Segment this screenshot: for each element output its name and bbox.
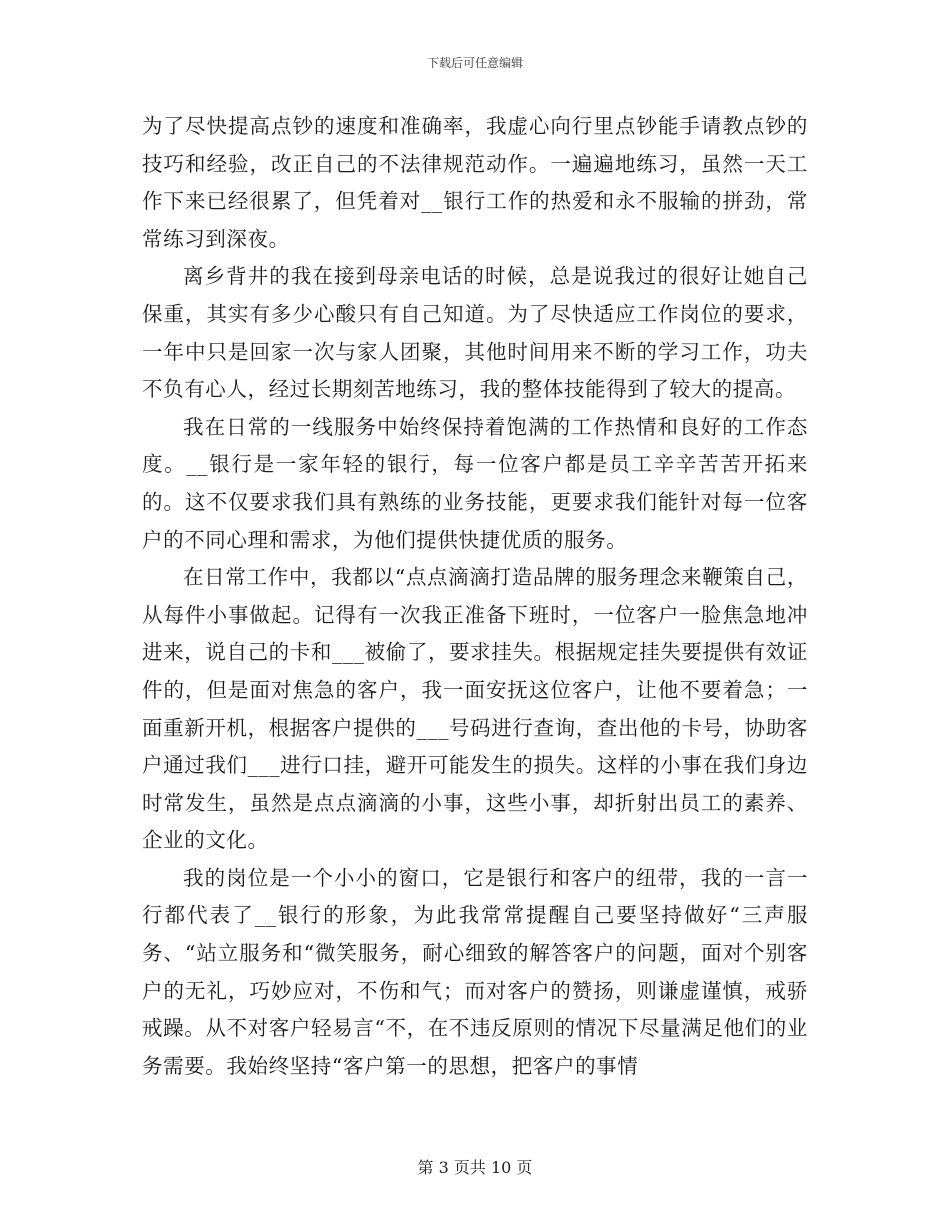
paragraph-3: 我在日常的一线服务中始终保持着饱满的工作热情和良好的工作态度。__银行是一家年轻的银行，每一位客户都是员工辛辛苦苦开拓来的。这不仅要求我们具有熟练的业务技能，更要求我们能针对每一位客户的不同心理和需求，为他们提供快捷优质的服务。 [142, 414, 808, 552]
page-header-note: 下载后可任意编辑 [426, 56, 523, 70]
page-number-footer: 第 3 页共 10 页 [417, 1158, 533, 1177]
paragraph-2: 离乡背井的我在接到母亲电话的时候，总是说我过的很好让她自己保重，其实有多少心酸只有自己知道。为了尽快适应工作岗位的要求，一年中只是回家一次与家人团聚，其他时间用来不断的学习工作，功夫不负有心人，经过长期刻苦地练习，我的整体技能得到了较大的提高。 [142, 264, 808, 402]
paragraph-5: 我的岗位是一个小小的窗口，它是银行和客户的纽带，我的一言一行都代表了__银行的形象，为此我常常提醒自己要坚持做好“三声服务、“站立服务和“微笑服务，耐心细致的解答客户的问题，面对个别客户的无礼，巧妙应对，不伤和气；而对客户的赞扬，则谦虚谨慎，戒骄戒躁。从不对客户轻易言“不，在不违反原则的情况下尽量满足他们的业务需要。我始终坚持“客户第一的思想，把客户的事情 [142, 865, 808, 1078]
paragraph-1: 为了尽快提高点钞的速度和准确率，我虚心向行里点钞能手请教点钞的技巧和经验，改正自己的不法律规范动作。一遍遍地练习，虽然一天工作下来已经很累了，但凭着对__银行工作的热爱和永不服输的拼劲，常常练习到深夜。 [142, 114, 808, 251]
document-body [142, 108, 808, 1085]
paragraph-4: 在日常工作中，我都以“点点滴滴打造品牌的服务理念来鞭策自己，从每件小事做起。记得有一次我正准备下班时，一位客户一脸焦急地冲进来，说自己的卡和___被偷了，要求挂失。根据规定挂失要提供有效证件的，但是面对焦急的客户，我一面安抚这位客户，让他不要着急；一面重新开机，根据客户提供的___号码进行查询，查出他的卡号，协助客户通过我们___进行口挂，避开可能发生的损失。这样的小事在我们身边时常发生，虽然是点点滴滴的小事，这些小事，却折射出员工的素养、企业的文化。 [142, 565, 808, 853]
